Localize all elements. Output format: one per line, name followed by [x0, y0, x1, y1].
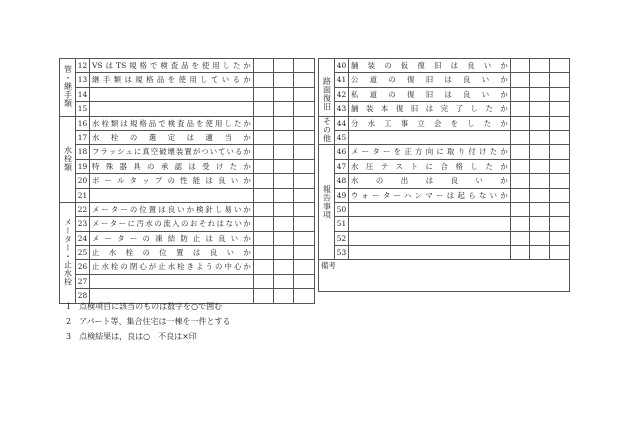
item-number: 18	[76, 145, 90, 159]
result-cell[interactable]	[274, 130, 294, 144]
item-number: 15	[76, 102, 90, 116]
item-number: 23	[76, 217, 90, 231]
result-cell[interactable]	[274, 217, 294, 231]
item-number: 48	[335, 174, 349, 188]
item-text: 私道の復旧は良いか	[349, 87, 511, 101]
result-cell[interactable]	[294, 274, 315, 288]
category-cell	[319, 145, 335, 260]
result-cell[interactable]	[274, 202, 294, 216]
checklist-row	[60, 102, 315, 116]
result-cell[interactable]	[511, 217, 530, 231]
item-number: 25	[76, 246, 90, 260]
remarks-cell[interactable]	[319, 260, 570, 292]
left-checklist-table	[59, 58, 315, 304]
result-cell[interactable]	[550, 159, 570, 173]
result-cell[interactable]	[530, 130, 550, 144]
result-cell[interactable]	[530, 217, 550, 231]
result-cell[interactable]	[550, 217, 570, 231]
result-cell[interactable]	[254, 231, 274, 245]
result-cell[interactable]	[530, 87, 550, 101]
category-cell	[60, 59, 76, 117]
category-label: 管・継手類	[63, 65, 73, 108]
item-text	[90, 102, 254, 116]
remarks-label: 備考	[321, 261, 336, 271]
checklist-row	[60, 130, 315, 144]
checklist-row	[319, 73, 570, 87]
category-cell	[319, 116, 335, 145]
item-text: 公道の復旧は良いか	[349, 73, 511, 87]
result-cell[interactable]	[274, 289, 294, 303]
result-cell[interactable]	[530, 159, 550, 173]
result-cell[interactable]	[530, 202, 550, 216]
item-text: 継手類は規格品を使用しているか	[90, 73, 254, 87]
result-cell[interactable]	[274, 246, 294, 260]
result-cell[interactable]	[294, 87, 315, 101]
result-cell[interactable]	[294, 159, 315, 173]
item-number: 12	[76, 59, 90, 73]
result-cell[interactable]	[511, 145, 530, 159]
result-cell[interactable]	[274, 145, 294, 159]
checklist-row	[60, 231, 315, 245]
item-number: 22	[76, 202, 90, 216]
checklist-row	[60, 217, 315, 231]
result-cell[interactable]	[530, 246, 550, 260]
result-cell[interactable]	[254, 217, 274, 231]
result-cell[interactable]	[294, 289, 315, 303]
result-cell[interactable]	[274, 188, 294, 202]
result-cell[interactable]	[530, 73, 550, 87]
item-number: 14	[76, 87, 90, 101]
result-cell[interactable]	[530, 116, 550, 130]
result-cell[interactable]	[274, 159, 294, 173]
item-text	[349, 231, 511, 245]
note-1: 1 点検項目に該当のものは数字を○で囲む	[66, 302, 223, 311]
result-cell[interactable]	[530, 231, 550, 245]
checklist-row	[60, 159, 315, 173]
result-cell[interactable]	[511, 159, 530, 173]
result-cell[interactable]	[550, 145, 570, 159]
result-cell[interactable]	[254, 202, 274, 216]
checklist-row	[60, 174, 315, 188]
result-cell[interactable]	[274, 174, 294, 188]
checklist-row	[319, 145, 570, 159]
result-cell[interactable]	[254, 159, 274, 173]
note-2: 2 アパート等、集合住宅は一棟を一件とする	[66, 317, 231, 326]
item-number: 21	[76, 188, 90, 202]
item-number: 40	[335, 59, 349, 73]
result-cell[interactable]	[274, 116, 294, 130]
category-label: 報告事項	[322, 184, 332, 219]
checklist-row	[60, 188, 315, 202]
item-text: 水の出は良いか	[349, 174, 511, 188]
item-number: 13	[76, 73, 90, 87]
result-cell[interactable]	[294, 217, 315, 231]
result-cell[interactable]	[530, 188, 550, 202]
checklist-row	[319, 231, 570, 245]
result-cell[interactable]	[550, 116, 570, 130]
item-number: 24	[76, 231, 90, 245]
result-cell[interactable]	[294, 102, 315, 116]
item-number: 52	[335, 231, 349, 245]
result-cell[interactable]	[550, 202, 570, 216]
result-cell[interactable]	[254, 73, 274, 87]
item-text	[90, 274, 254, 288]
item-text	[349, 202, 511, 216]
result-cell[interactable]	[254, 260, 274, 274]
item-text	[90, 87, 254, 101]
checklist-row	[60, 116, 315, 130]
result-cell[interactable]	[511, 174, 530, 188]
checklist-row	[319, 59, 570, 73]
item-text: フラッシュに真空破壊装置がついているか	[90, 145, 254, 159]
checklist-row	[60, 246, 315, 260]
result-cell[interactable]	[294, 174, 315, 188]
item-number: 17	[76, 130, 90, 144]
result-cell[interactable]	[274, 102, 294, 116]
result-cell[interactable]	[530, 145, 550, 159]
result-cell[interactable]	[294, 145, 315, 159]
checklist-row	[319, 188, 570, 202]
item-text: メーターに汚水の流入のおそれはないか	[90, 217, 254, 231]
item-number: 43	[335, 102, 349, 116]
item-number: 16	[76, 116, 90, 130]
result-cell[interactable]	[254, 246, 274, 260]
result-cell[interactable]	[254, 130, 274, 144]
item-number: 27	[76, 274, 90, 288]
result-cell[interactable]	[530, 174, 550, 188]
item-number: 50	[335, 202, 349, 216]
result-cell[interactable]	[550, 73, 570, 87]
result-cell[interactable]	[511, 188, 530, 202]
result-cell[interactable]	[511, 73, 530, 87]
item-number: 20	[76, 174, 90, 188]
notes	[66, 299, 230, 344]
result-cell[interactable]	[511, 59, 530, 73]
checklist-row	[60, 260, 315, 274]
result-cell[interactable]	[254, 174, 274, 188]
item-text: VSはTS規格で検査品を使用したか	[90, 59, 254, 73]
item-text: メーターを正方向に取り付けたか	[349, 145, 511, 159]
result-cell[interactable]	[254, 188, 274, 202]
item-text: 水栓類は規格品で検査品を使用したか	[90, 116, 254, 130]
right-checklist-table	[318, 58, 570, 292]
item-text: 分水工事立会をしたか	[349, 116, 511, 130]
result-cell[interactable]	[254, 87, 274, 101]
result-cell[interactable]	[294, 231, 315, 245]
item-text	[349, 246, 511, 260]
result-cell[interactable]	[550, 130, 570, 144]
item-text: ウォーターハンマーは起らないか	[349, 188, 511, 202]
item-number: 42	[335, 87, 349, 101]
result-cell[interactable]	[511, 102, 530, 116]
category-cell	[319, 59, 335, 73]
checklist-row	[319, 217, 570, 231]
item-number: 49	[335, 188, 349, 202]
result-cell[interactable]	[274, 73, 294, 87]
item-number: 47	[335, 159, 349, 173]
note-3: 3 点検結果は，良は○ 不良は×印	[66, 332, 197, 341]
checklist-row	[60, 59, 315, 73]
result-cell[interactable]	[294, 260, 315, 274]
item-text	[349, 217, 511, 231]
remarks-row	[319, 260, 570, 292]
item-number: 46	[335, 145, 349, 159]
item-number: 45	[335, 130, 349, 144]
category-label: メーター・止水栓	[63, 218, 73, 287]
item-text: 舗装本復旧は完了したか	[349, 102, 511, 116]
result-cell[interactable]	[550, 174, 570, 188]
result-cell[interactable]	[550, 102, 570, 116]
checklist-row	[60, 145, 315, 159]
result-cell[interactable]	[550, 246, 570, 260]
result-cell[interactable]	[274, 274, 294, 288]
item-text	[349, 130, 511, 144]
item-number: 19	[76, 159, 90, 173]
category-label: 水栓類	[63, 145, 73, 172]
result-cell[interactable]	[550, 231, 570, 245]
item-text: 水圧テストに合格したか	[349, 159, 511, 173]
checklist-row	[60, 87, 315, 101]
item-text: 水栓の選定は適当か	[90, 130, 254, 144]
checklist-row	[319, 174, 570, 188]
checklist-row	[319, 130, 570, 144]
result-cell[interactable]	[511, 246, 530, 260]
result-cell[interactable]	[294, 246, 315, 260]
result-cell[interactable]	[511, 202, 530, 216]
item-text: メーターの凍結防止は良いか	[90, 231, 254, 245]
category-label: 路面復旧	[322, 76, 332, 111]
checklist-row	[319, 102, 570, 116]
result-cell[interactable]	[511, 116, 530, 130]
result-cell[interactable]	[254, 145, 274, 159]
item-number: 41	[335, 73, 349, 87]
checklist-row	[319, 87, 570, 101]
result-cell[interactable]	[294, 130, 315, 144]
result-cell[interactable]	[254, 116, 274, 130]
item-text: ボールタップの性能は良いか	[90, 174, 254, 188]
category-cell	[60, 116, 76, 202]
result-cell[interactable]	[254, 274, 274, 288]
result-cell[interactable]	[550, 59, 570, 73]
item-text: 特殊器具の承認は受けたか	[90, 159, 254, 173]
category-cell	[60, 202, 76, 303]
result-cell[interactable]	[294, 59, 315, 73]
result-cell[interactable]	[294, 116, 315, 130]
result-cell[interactable]	[511, 130, 530, 144]
result-cell[interactable]	[511, 87, 530, 101]
result-cell[interactable]	[274, 260, 294, 274]
result-cell[interactable]	[254, 59, 274, 73]
category-cell	[319, 73, 335, 116]
result-cell[interactable]	[294, 202, 315, 216]
item-number: 51	[335, 217, 349, 231]
checklist-row	[319, 116, 570, 130]
item-text: メーターの位置は良いか検針し易いか	[90, 202, 254, 216]
item-text: 止水栓の位置は良いか	[90, 246, 254, 260]
checklist-row	[319, 246, 570, 260]
result-cell[interactable]	[530, 102, 550, 116]
result-cell[interactable]	[294, 188, 315, 202]
item-text: 舗装の仮復旧は良いか	[349, 59, 511, 73]
result-cell[interactable]	[274, 59, 294, 73]
result-cell[interactable]	[530, 59, 550, 73]
item-text	[90, 188, 254, 202]
checklist-row	[60, 202, 315, 216]
result-cell[interactable]	[550, 87, 570, 101]
item-number: 26	[76, 260, 90, 274]
item-text: 止水栓の閉心が止水栓きようの中心か	[90, 260, 254, 274]
result-cell[interactable]	[254, 102, 274, 116]
item-number: 53	[335, 246, 349, 260]
result-cell[interactable]	[254, 289, 274, 303]
checklist-row	[319, 159, 570, 173]
result-cell[interactable]	[294, 73, 315, 87]
item-number: 44	[335, 116, 349, 130]
result-cell[interactable]	[274, 87, 294, 101]
item-number: 28	[76, 289, 90, 303]
result-cell[interactable]	[550, 188, 570, 202]
checklist-row	[319, 202, 570, 216]
checklist-row	[60, 73, 315, 87]
checklist-row	[60, 274, 315, 288]
result-cell[interactable]	[511, 231, 530, 245]
result-cell[interactable]	[274, 231, 294, 245]
category-label: その他	[322, 117, 332, 143]
